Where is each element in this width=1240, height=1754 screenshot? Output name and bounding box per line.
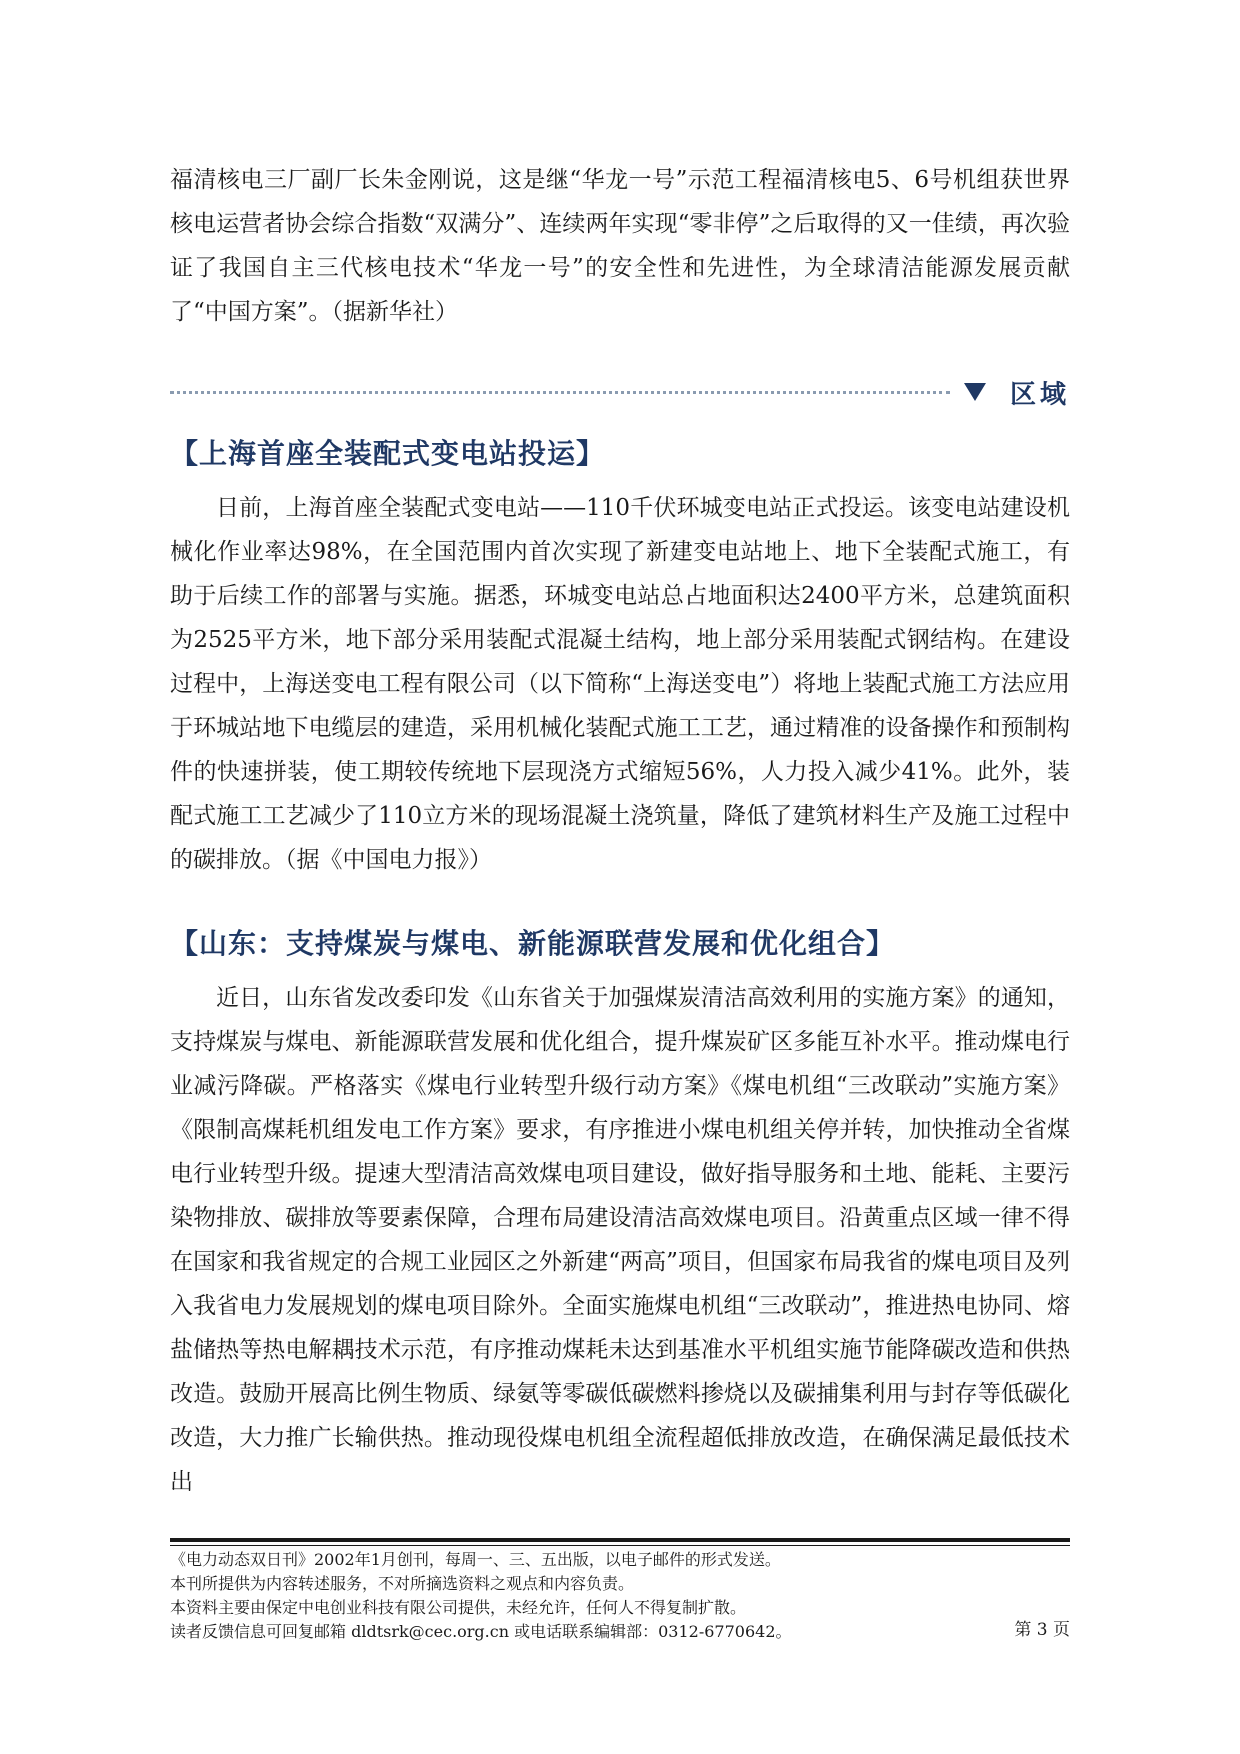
section-label: 区域 xyxy=(1009,379,1070,410)
footer-rule-thin xyxy=(170,1545,1070,1546)
footer-line-3: 本资料主要由保定中电创业科技有限公司提供，未经允许，任何人不得复制扩散。 xyxy=(170,1598,747,1617)
section-divider xyxy=(170,370,1070,414)
page-number: 第 3 页 xyxy=(1014,1620,1070,1640)
intro-paragraph: 福清核电三厂副厂长朱金刚说，这是继“华龙一号”示范工程福清核电5、6号机组获世界核电运营者协会综合指数“双满分”、连续两年实现“零非停”之后取得的又一佳绩，再次验证了我国自主三代核电技术“华龙一号”的安全性和先进性，为全球清洁能源发展贡献了“中国方案”。（据新华社） xyxy=(170,167,1070,325)
article-title-shandong: 【山东：支持煤炭与煤电、新能源联营发展和优化组合】 xyxy=(170,927,896,960)
article-title-shanghai: 【上海首座全装配式变电站投运】 xyxy=(170,437,606,470)
dotted-rule xyxy=(170,391,950,394)
footer-line-1: 《电力动态双日刊》2002年1月创刊，每周一、三、五出版，以电子邮件的形式发送。 xyxy=(170,1550,781,1569)
footer-line-2: 本刊所提供为内容转述服务，不对所摘选资料之观点和内容负责。 xyxy=(170,1574,635,1593)
footer-line-4: 读者反馈信息可回复邮箱 dldtsrk@cec.org.cn 或电话联系编辑部：0312-6770642。 xyxy=(170,1622,792,1641)
footer-rule xyxy=(170,1538,1070,1542)
article-body-shanghai: 日前，上海首座全装配式变电站——110千伏环城变电站正式投运。该变电站建设机械化作业率达98%，在全国范围内首次实现了新建变电站地上、地下全装配式施工，有助于后续工作的部署与实施。据悉，环城变电站总占地面积达2400平方米，总建筑面积为2525平方米，地下部分采用装配式混凝土结构，地上部分采用装配式钢结构。在建设过程中，上海送变电工程有限公司（以下简称“上海送变电”）将地上装配式施工方法应用于环城站地下电缆层的建造，采用机械化装配式施工工艺，通过精准的设备操作和预制构件的快速拼装，使工期较传统地下层现浇方式缩短56%，人力投入减少41%。此外，装配式施工工艺减少了110立方米的现场混凝土浇筑量，降低了建筑材料生产及施工过程中的碳排放。（据《中国电力报》） xyxy=(170,495,1070,873)
article-body-shandong: 近日，山东省发改委印发《山东省关于加强煤炭清洁高效利用的实施方案》的通知，支持煤炭与煤电、新能源联营发展和优化组合，提升煤炭矿区多能互补水平。推动煤电行业减污降碳。严格落实《煤电行业转型升级行动方案》《煤电机组“三改联动”实施方案》《限制高煤耗机组发电工作方案》要求，有序推进小煤电机组关停并转，加快推动全省煤电行业转型升级。提速大型清洁高效煤电项目建设，做好指导服务和土地、能耗、主要污染物排放、碳排放等要素保障，合理布局建设清洁高效煤电项目。沿黄重点区域一律不得在国家和我省规定的合规工业园区之外新建“两高”项目，但国家布局我省的煤电项目及列入我省电力发展规划的煤电项目除外。全面实施煤电机组“三改联动”，推进热电协同、熔盐储热等热电解耦技术示范，有序推动煤耗未达到基准水平机组实施节能降碳改造和供热改造。鼓励开展高比例生物质、绿氨等零碳低碳燃料掺烧以及碳捕集利用与封存等低碳化改造，大力推广长输供热。推动现役煤电机组全流程超低排放改造，在确保满足最低技术出 xyxy=(170,985,1070,1495)
triangle-down-icon xyxy=(964,383,986,401)
